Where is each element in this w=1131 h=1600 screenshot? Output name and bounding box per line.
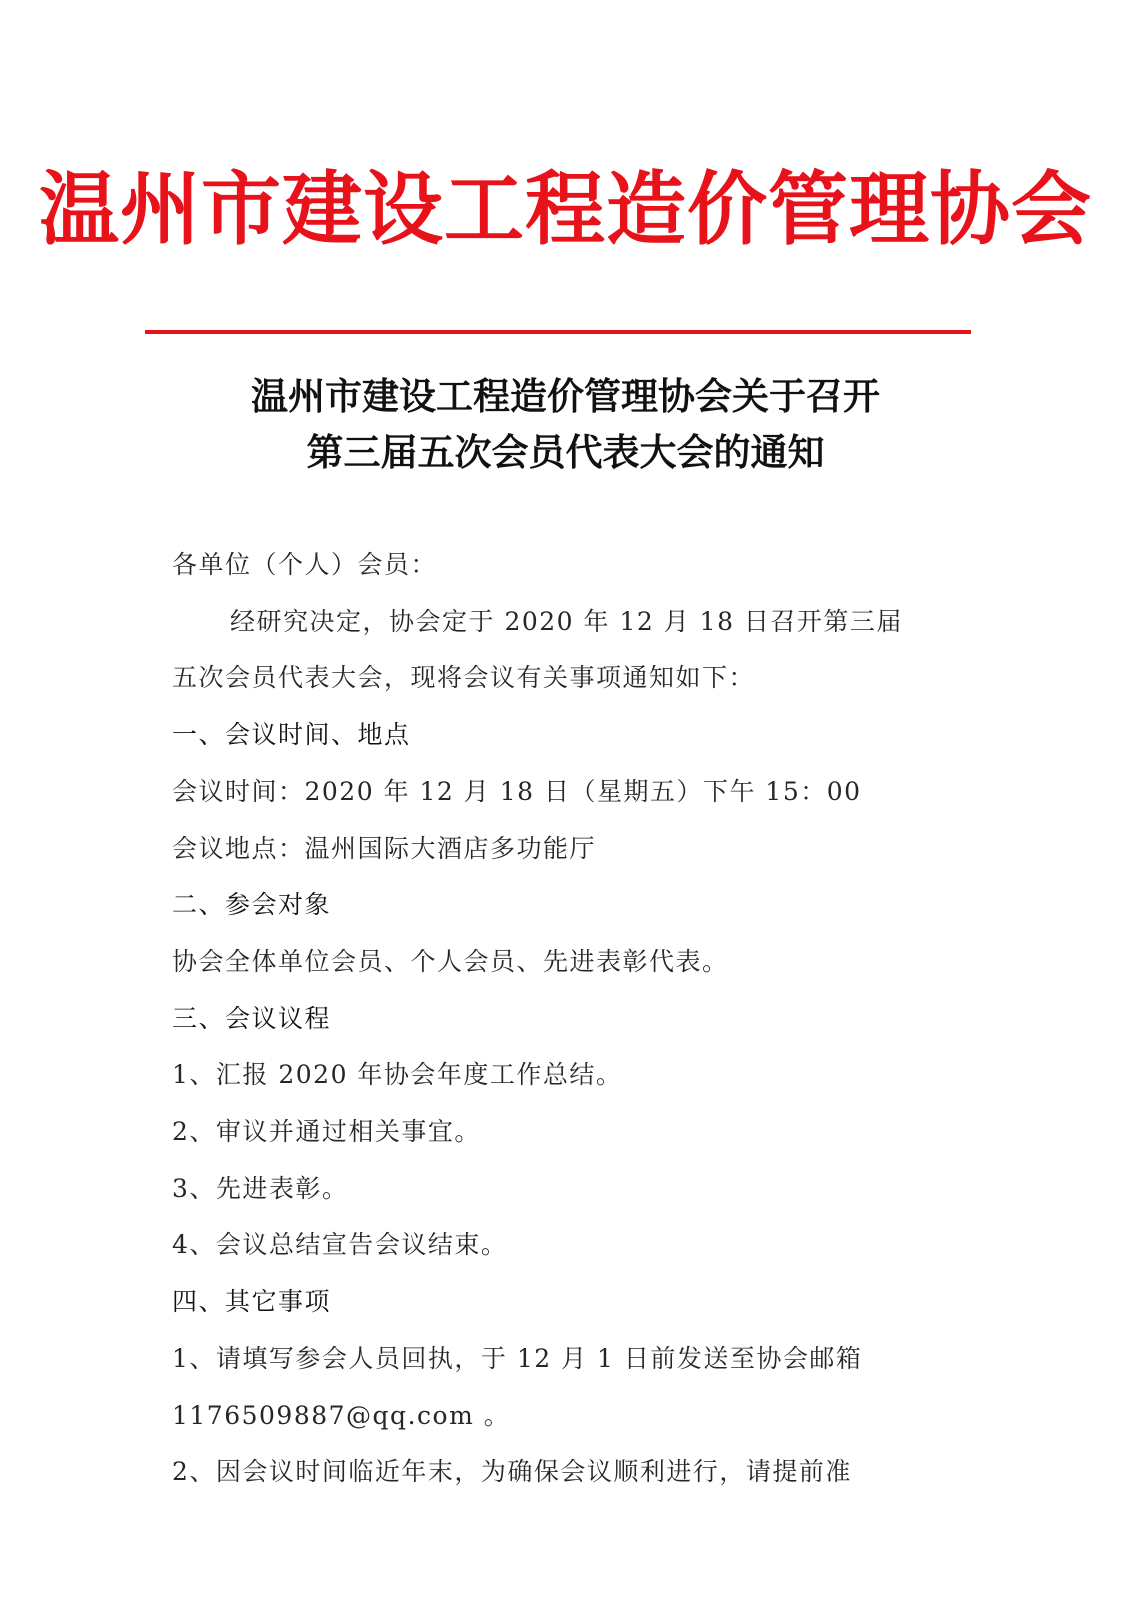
agenda-item: 1、汇报 2020 年协会年度工作总结。 xyxy=(172,1060,623,1090)
intro-paragraph-line-1: 经研究决定，协会定于 2020 年 12 月 18 日召开第三届 xyxy=(230,606,903,636)
section-heading-time-place: 一、会议时间、地点 xyxy=(172,720,411,750)
meeting-time: 会议时间：2020 年 12 月 18 日（星期五）下午 15：00 xyxy=(172,776,862,806)
agenda-item: 3、先进表彰。 xyxy=(172,1173,349,1203)
intro-paragraph-line-2: 五次会员代表大会，现将会议有关事项通知如下： xyxy=(172,663,756,693)
attendees-text: 协会全体单位会员、个人会员、先进表彰代表。 xyxy=(172,946,729,976)
document-title-line-1: 温州市建设工程造价管理协会关于召开 xyxy=(251,374,880,418)
document-title-line-2: 第三届五次会员代表大会的通知 xyxy=(306,430,825,474)
red-divider-rule xyxy=(145,330,971,334)
section-heading-attendees: 二、参会对象 xyxy=(172,890,332,920)
agenda-item: 4、会议总结宣告会议结束。 xyxy=(172,1230,508,1260)
section-heading-agenda: 三、会议议程 xyxy=(172,1003,332,1033)
agenda-item: 2、审议并通过相关事宜。 xyxy=(172,1117,481,1147)
organization-header: 温州市建设工程造价管理协会 xyxy=(39,163,1092,256)
document-title xyxy=(0,368,1131,480)
other-item-1-email: 1176509887@qq.com 。 xyxy=(172,1400,511,1430)
notice-body xyxy=(172,537,947,1501)
salutation: 各单位（个人）会员： xyxy=(172,550,438,579)
meeting-place: 会议地点：温州国际大酒店多功能厅 xyxy=(172,833,597,863)
other-item-2-line-1: 2、因会议时间临近年末，为确保会议顺利进行，请提前准 xyxy=(172,1457,852,1487)
section-heading-other-matters: 四、其它事项 xyxy=(172,1287,332,1317)
other-item-1-line-1: 1、请填写参会人员回执，于 12 月 1 日前发送至协会邮箱 xyxy=(172,1343,863,1373)
